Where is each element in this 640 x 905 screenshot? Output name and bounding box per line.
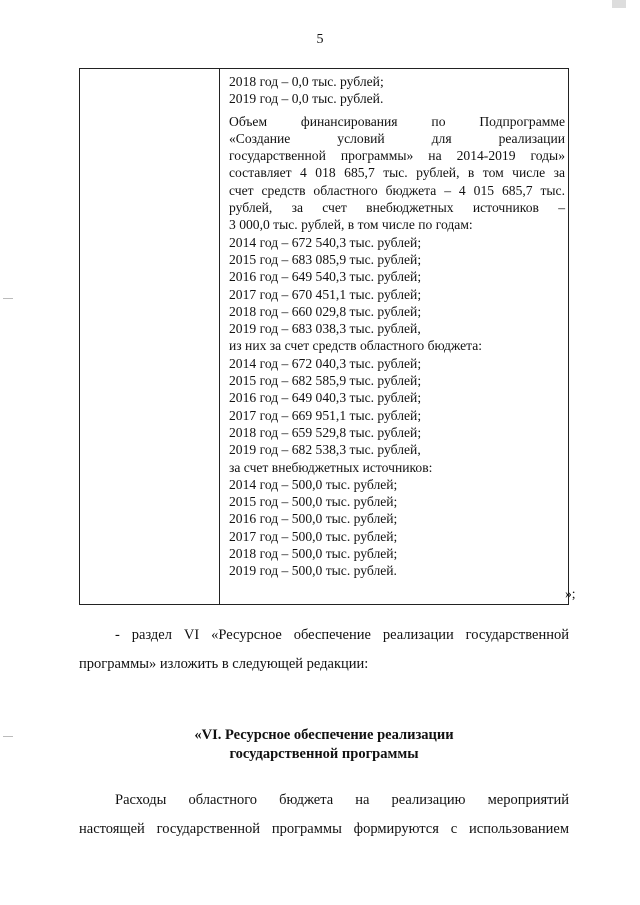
table-line: 2019 год – 500,0 тыс. рублей. bbox=[229, 563, 397, 579]
table-line: 2018 год – 500,0 тыс. рублей; bbox=[229, 546, 398, 562]
scan-artifact bbox=[612, 0, 626, 8]
instruction-line: программы» изложить в следующей редакции: bbox=[79, 656, 369, 672]
table-line: 2014 год – 500,0 тыс. рублей; bbox=[229, 476, 398, 492]
table-line: 2016 год – 649 040,3 тыс. рублей; bbox=[229, 390, 422, 406]
table-line: 2019 год – 682 538,3 тыс. рублей, bbox=[229, 442, 421, 458]
closing-quote-mark: »; bbox=[565, 586, 576, 601]
body-line: Расходы областного бюджета на реализацию мероприятий bbox=[115, 792, 569, 808]
financing-table bbox=[79, 68, 569, 605]
body-paragraph bbox=[79, 786, 569, 844]
table-line: 2015 год – 682 585,9 тыс. рублей; bbox=[229, 373, 422, 389]
table-line: 2016 год – 500,0 тыс. рублей; bbox=[229, 511, 398, 527]
scan-artifact bbox=[3, 736, 13, 737]
table-line: 2015 год – 683 085,9 тыс. рублей; bbox=[229, 251, 422, 267]
table-line: 2014 год – 672 540,3 тыс. рублей; bbox=[229, 234, 422, 250]
table-line: за счет внебюджетных источников: bbox=[229, 459, 433, 475]
body-line: настоящей государственной программы формируются с использованием bbox=[79, 821, 569, 837]
table-line: 2016 год – 649 540,3 тыс. рублей; bbox=[229, 269, 422, 285]
table-line: 2018 год – 660 029,8 тыс. рублей; bbox=[229, 303, 422, 319]
table-line: 2017 год – 670 451,1 тыс. рублей; bbox=[229, 286, 422, 302]
table-line: 2014 год – 672 040,3 тыс. рублей; bbox=[229, 355, 422, 371]
page-number: 5 bbox=[316, 32, 324, 47]
table-line: из них за счет средств областного бюджета: bbox=[229, 338, 483, 354]
table-line: 2017 год – 500,0 тыс. рублей; bbox=[229, 528, 398, 544]
table-line: составляет 4 018 685,7 тыс. рублей, в том числе за bbox=[229, 165, 565, 181]
table-line: 2018 год – 0,0 тыс. рублей; bbox=[229, 74, 384, 89]
instruction-paragraph bbox=[79, 621, 569, 679]
table-line: государственной программы» на 2014-2019 годы» bbox=[229, 148, 565, 164]
table-line: рублей, за счет внебюджетных источников – bbox=[229, 200, 565, 216]
table-line: 3 000,0 тыс. рублей, в том числе по годам: bbox=[229, 217, 473, 233]
table-line: 2019 год – 683 038,3 тыс. рублей, bbox=[229, 321, 421, 337]
section-heading-line: «VI. Ресурсное обеспечение реализации bbox=[194, 727, 454, 743]
instruction-line: - раздел VI «Ресурсное обеспечение реализации государственной bbox=[115, 627, 569, 643]
section-heading-line: государственной программы bbox=[229, 746, 419, 762]
section-heading bbox=[79, 726, 569, 764]
table-line: Объем финансирования по Подпрограмме bbox=[229, 113, 565, 129]
table-right-cell bbox=[229, 73, 565, 580]
table-line: счет средств областного бюджета – 4 015 685,7 тыс. bbox=[229, 182, 565, 198]
table-line: 2018 год – 659 529,8 тыс. рублей; bbox=[229, 424, 422, 440]
table-line: 2019 год – 0,0 тыс. рублей. bbox=[229, 91, 384, 107]
table-line: 2017 год – 669 951,1 тыс. рублей; bbox=[229, 407, 422, 423]
table-column-divider bbox=[219, 69, 220, 604]
scan-artifact bbox=[3, 298, 13, 299]
table-line: «Создание условий для реализации bbox=[229, 130, 565, 146]
table-line: 2015 год – 500,0 тыс. рублей; bbox=[229, 494, 398, 510]
